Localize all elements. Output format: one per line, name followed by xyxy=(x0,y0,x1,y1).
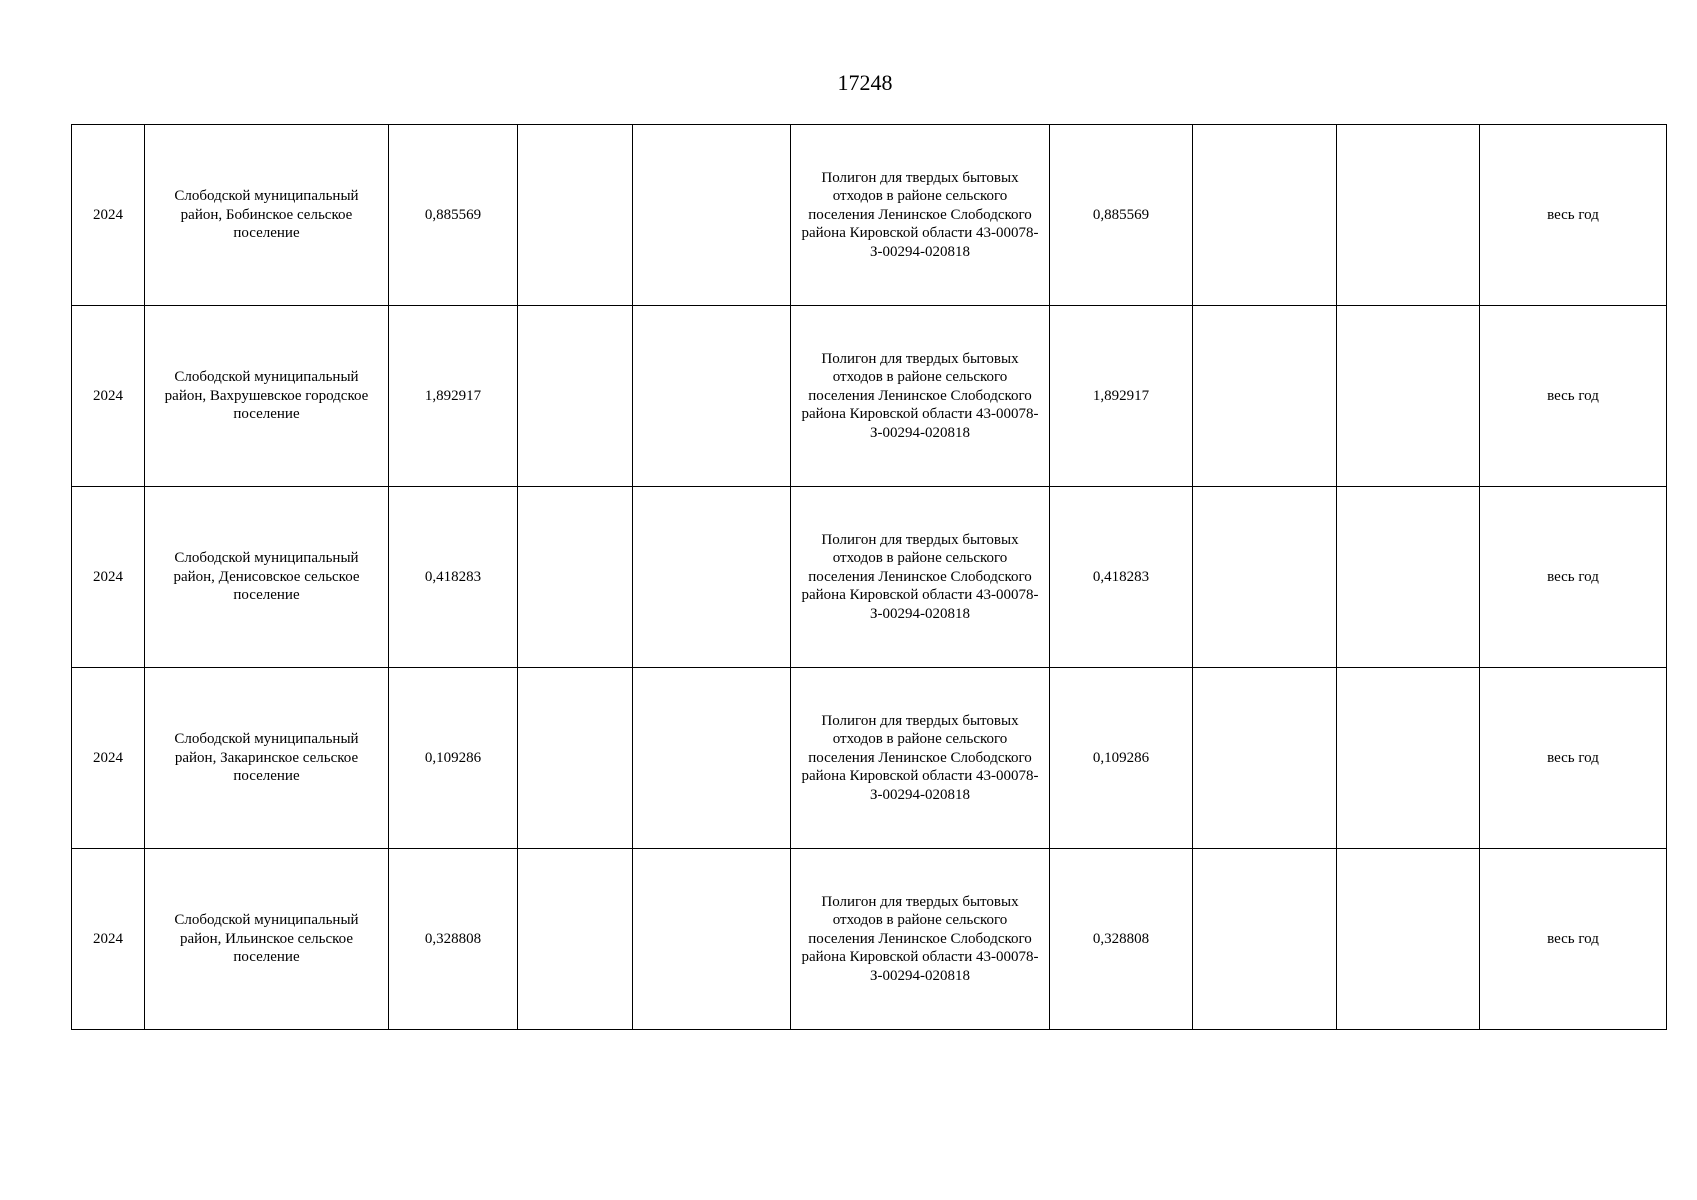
territory-cell: Слободской муниципальный район, Ильинское сельское поселение xyxy=(145,849,389,1030)
facility-cell: Полигон для твердых бытовых отходов в районе сельского поселения Ленинское Слободского района Кировской области 43-00078-З-00294-020818 xyxy=(791,849,1050,1030)
year-cell: 2024 xyxy=(72,849,145,1030)
table-row xyxy=(72,306,1667,487)
waste-flow-table xyxy=(71,124,1667,1030)
territory-cell: Слободской муниципальный район, Закаринское сельское поселение xyxy=(145,668,389,849)
volume-cell: 0,109286 xyxy=(389,668,518,849)
facility-volume-cell: 1,892917 xyxy=(1050,306,1193,487)
facility-cell: Полигон для твердых бытовых отходов в районе сельского поселения Ленинское Слободского района Кировской области 43-00078-З-00294-020818 xyxy=(791,306,1050,487)
period-cell: весь год xyxy=(1480,306,1667,487)
facility-cell: Полигон для твердых бытовых отходов в районе сельского поселения Ленинское Слободского района Кировской области 43-00078-З-00294-020818 xyxy=(791,125,1050,306)
period-cell: весь год xyxy=(1480,668,1667,849)
empty-cell xyxy=(633,849,791,1030)
facility-volume-cell: 0,418283 xyxy=(1050,487,1193,668)
facility-cell: Полигон для твердых бытовых отходов в районе сельского поселения Ленинское Слободского района Кировской области 43-00078-З-00294-020818 xyxy=(791,487,1050,668)
empty-cell xyxy=(1337,125,1480,306)
year-cell: 2024 xyxy=(72,668,145,849)
table-row xyxy=(72,849,1667,1030)
empty-cell xyxy=(1193,125,1337,306)
empty-cell xyxy=(1193,487,1337,668)
territory-cell: Слободской муниципальный район, Вахрушевское городское поселение xyxy=(145,306,389,487)
period-cell: весь год xyxy=(1480,125,1667,306)
facility-volume-cell: 0,885569 xyxy=(1050,125,1193,306)
facility-volume-cell: 0,328808 xyxy=(1050,849,1193,1030)
territory-cell: Слободской муниципальный район, Денисовское сельское поселение xyxy=(145,487,389,668)
facility-cell: Полигон для твердых бытовых отходов в районе сельского поселения Ленинское Слободского района Кировской области 43-00078-З-00294-020818 xyxy=(791,668,1050,849)
volume-cell: 1,892917 xyxy=(389,306,518,487)
empty-cell xyxy=(633,668,791,849)
table-row xyxy=(72,668,1667,849)
volume-cell: 0,328808 xyxy=(389,849,518,1030)
year-cell: 2024 xyxy=(72,487,145,668)
empty-cell xyxy=(518,849,633,1030)
empty-cell xyxy=(518,487,633,668)
empty-cell xyxy=(1337,487,1480,668)
volume-cell: 0,885569 xyxy=(389,125,518,306)
empty-cell xyxy=(518,668,633,849)
empty-cell xyxy=(633,487,791,668)
empty-cell xyxy=(633,306,791,487)
territory-cell: Слободской муниципальный район, Бобинское сельское поселение xyxy=(145,125,389,306)
empty-cell xyxy=(1337,668,1480,849)
period-cell: весь год xyxy=(1480,849,1667,1030)
table-row xyxy=(72,125,1667,306)
table-row xyxy=(72,487,1667,668)
empty-cell xyxy=(1193,306,1337,487)
empty-cell xyxy=(518,306,633,487)
year-cell: 2024 xyxy=(72,306,145,487)
empty-cell xyxy=(1337,306,1480,487)
volume-cell: 0,418283 xyxy=(389,487,518,668)
empty-cell xyxy=(633,125,791,306)
empty-cell xyxy=(518,125,633,306)
facility-volume-cell: 0,109286 xyxy=(1050,668,1193,849)
empty-cell xyxy=(1193,668,1337,849)
page-number: 17248 xyxy=(837,70,893,95)
empty-cell xyxy=(1337,849,1480,1030)
empty-cell xyxy=(1193,849,1337,1030)
year-cell: 2024 xyxy=(72,125,145,306)
period-cell: весь год xyxy=(1480,487,1667,668)
